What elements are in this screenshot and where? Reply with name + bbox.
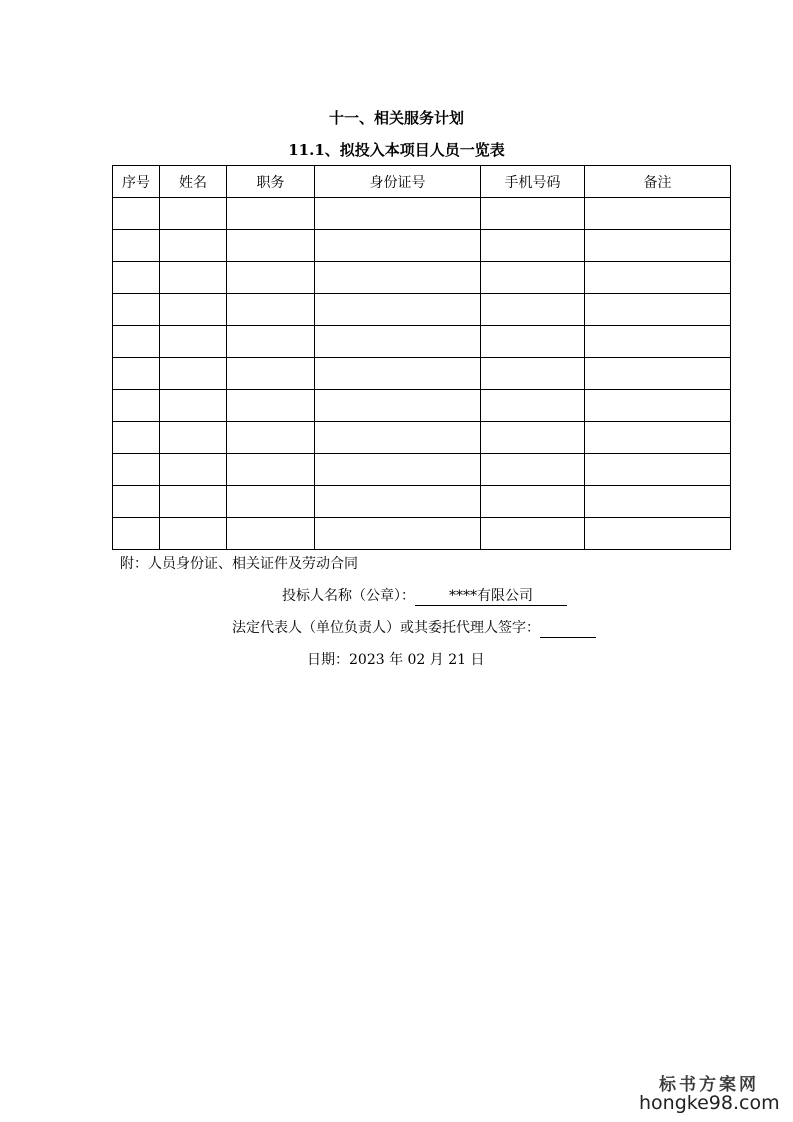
table-cell [160, 358, 227, 390]
table-cell [585, 358, 731, 390]
table-row [113, 486, 731, 518]
table-cell [113, 262, 160, 294]
table-cell [227, 198, 315, 230]
table-cell [315, 358, 481, 390]
table-cell [585, 390, 731, 422]
table-cell [585, 326, 731, 358]
table-cell [227, 518, 315, 550]
table-cell [315, 518, 481, 550]
table-cell [481, 454, 585, 486]
table-cell [315, 454, 481, 486]
table-cell [481, 294, 585, 326]
table-cell [113, 454, 160, 486]
table-header-row [113, 166, 731, 198]
date-line: 日期：2023 年 02 月 21 日 [307, 652, 485, 668]
table-cell [585, 422, 731, 454]
table-cell [481, 358, 585, 390]
table-cell [315, 486, 481, 518]
header-phone: 手机号码 [481, 166, 585, 198]
table-cell [315, 326, 481, 358]
table-row [113, 518, 731, 550]
table-row [113, 454, 731, 486]
table-cell [113, 230, 160, 262]
legal-rep-label: 法定代表人（单位负责人）或其委托代理人签字： [232, 620, 540, 636]
table-cell [227, 294, 315, 326]
table-cell [113, 358, 160, 390]
table-cell [160, 454, 227, 486]
table-row [113, 198, 731, 230]
legal-rep-line [232, 618, 596, 638]
table-cell [227, 454, 315, 486]
table-cell [481, 326, 585, 358]
table-cell [585, 294, 731, 326]
table-cell [113, 422, 160, 454]
personnel-table [112, 165, 731, 550]
watermark-brand: 标书方案网 [659, 1075, 759, 1095]
table-cell [113, 294, 160, 326]
table-row [113, 358, 731, 390]
table-cell [160, 230, 227, 262]
table-cell [160, 294, 227, 326]
table-cell [315, 294, 481, 326]
bidder-name-field: ****有限公司 [415, 587, 567, 606]
table-cell [227, 358, 315, 390]
table-cell [481, 390, 585, 422]
header-remarks: 备注 [585, 166, 731, 198]
table-cell [113, 198, 160, 230]
table-row [113, 230, 731, 262]
table-row [113, 422, 731, 454]
table-cell [113, 518, 160, 550]
section-title: 十一、相关服务计划 [328, 109, 464, 127]
table-cell [585, 198, 731, 230]
table-cell [160, 518, 227, 550]
table-cell [227, 422, 315, 454]
table-cell [585, 262, 731, 294]
table-cell [160, 422, 227, 454]
table-cell [585, 230, 731, 262]
table-cell [315, 422, 481, 454]
table-cell [585, 486, 731, 518]
table-row [113, 262, 731, 294]
table-cell [585, 454, 731, 486]
table-cell [160, 262, 227, 294]
table-title: 11.1、拟投入本项目人员一览表 [288, 141, 505, 159]
header-name: 姓名 [160, 166, 227, 198]
table-body [113, 198, 731, 550]
table-cell [481, 262, 585, 294]
table-cell [160, 326, 227, 358]
table-cell [585, 518, 731, 550]
table-cell [227, 486, 315, 518]
bidder-name-line [282, 586, 567, 606]
table-cell [227, 326, 315, 358]
table-cell [227, 230, 315, 262]
table-cell [315, 230, 481, 262]
signature-field [540, 637, 596, 638]
table-cell [113, 486, 160, 518]
bidder-label: 投标人名称（公章）： [282, 588, 415, 604]
table-cell [481, 198, 585, 230]
table-cell [113, 390, 160, 422]
header-id-number: 身份证号 [315, 166, 481, 198]
header-index: 序号 [113, 166, 160, 198]
table-cell [315, 390, 481, 422]
attachment-note: 附：人员身份证、相关证件及劳动合同 [120, 556, 358, 572]
table-cell [481, 422, 585, 454]
table-cell [315, 198, 481, 230]
watermark-domain: hongke98.com [639, 1092, 780, 1114]
table-cell [113, 326, 160, 358]
table-cell [315, 262, 481, 294]
table-cell [227, 262, 315, 294]
table-cell [227, 390, 315, 422]
table-row [113, 326, 731, 358]
table-row [113, 294, 731, 326]
header-position: 职务 [227, 166, 315, 198]
table-cell [160, 198, 227, 230]
table-row [113, 390, 731, 422]
table-cell [160, 390, 227, 422]
table-cell [481, 230, 585, 262]
table-cell [481, 518, 585, 550]
table-cell [160, 486, 227, 518]
table-cell [481, 486, 585, 518]
